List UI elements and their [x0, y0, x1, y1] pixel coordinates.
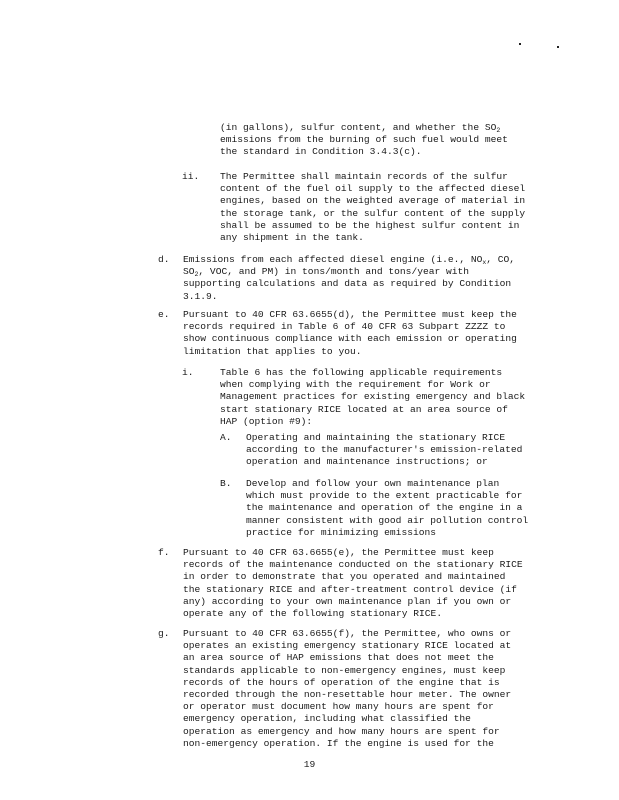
list-marker-A: A.: [220, 432, 232, 443]
text-line: operation as emergency and how many hours are spent for: [183, 725, 500, 737]
list-marker-ii: ii.: [182, 171, 200, 182]
subscript: 2: [496, 127, 501, 134]
text-line: Operating and maintaining the stationary RICE: [246, 432, 506, 443]
text-line: standards applicable to non-emergency engines, must keep: [183, 664, 506, 676]
text-segment: SO: [183, 266, 195, 278]
text-line: shall be assumed to be the highest sulfur content in: [220, 219, 520, 231]
list-marker-B: B.: [220, 478, 232, 489]
paragraph-A: [246, 432, 522, 469]
paragraph-B: [246, 478, 528, 539]
text-line: any shipment in the tank.: [220, 232, 364, 244]
text-line: any) according to your own maintenance plan if you own or: [183, 595, 512, 607]
text-line: emergency operation, including what classified the: [183, 713, 471, 725]
text-line: Develop and follow your own maintenance plan: [246, 478, 500, 489]
text-line: Management practices for existing emergency and black: [220, 391, 526, 403]
text-line: according to the manufacturer's emission-related: [246, 444, 523, 456]
text-line: operation and maintenance instructions; or: [246, 456, 488, 468]
subscript: 2: [194, 271, 199, 279]
text-line: emissions from the burning of such fuel would meet: [220, 134, 508, 146]
text-line: Pursuant to 40 CFR 63.6655(d), the Permittee must keep the: [183, 309, 517, 320]
page-number: 19: [303, 759, 316, 770]
text-line: the maintenance and operation of the engine in a: [246, 502, 523, 514]
text-line: the storage tank, or the sulfur content of the supply: [220, 207, 526, 219]
text-line: records of the maintenance conducted on the stationary RICE: [183, 559, 523, 571]
paragraph-d: [183, 254, 515, 303]
list-marker-f: f.: [158, 547, 170, 558]
list-marker-d: d.: [158, 254, 170, 265]
text-line: The Permittee shall maintain records of the sulfur: [220, 171, 508, 182]
text-line: recorded through the non-resettable hour meter. The owner: [183, 689, 512, 701]
text-line: the standard in Condition 3.4.3(c).: [220, 146, 422, 158]
list-marker-i: i.: [182, 367, 194, 378]
text-line: records required in Table 6 of 40 CFR 63 Subpart ZZZZ to: [183, 321, 506, 333]
text-line: manner consistent with good air pollution control: [246, 514, 529, 526]
text-line: non-emergency operation. If the engine is used for the: [183, 737, 494, 749]
text-line: Pursuant to 40 CFR 63.6655(f), the Permittee, who owns or: [183, 628, 512, 639]
text-line: content of the fuel oil supply to the affected diesel: [220, 183, 526, 195]
scan-speck: [557, 46, 559, 48]
list-marker-g: g.: [158, 628, 170, 639]
text-segment: Emissions from each affected diesel engine (i.e., NO: [183, 254, 483, 265]
text-line: an area source of HAP emissions that does not meet the: [183, 652, 494, 664]
text-line: show continuous compliance with each emission or operating: [183, 333, 517, 345]
text-line: operate any of the following stationary RICE.: [183, 608, 443, 620]
text-line: practice for minimizing emissions: [246, 526, 436, 538]
text-line: engines, based on the weighted average of material in: [220, 195, 526, 207]
text-line: 3.1.9.: [183, 290, 218, 302]
text-line: when complying with the requirement for Work or: [220, 379, 491, 391]
text-line: or operator must document how many hours are spent for: [183, 701, 494, 713]
text-segment: , VOC, and PM) in tons/month and tons/year with: [198, 266, 470, 278]
text-line: which must provide to the extent practicable for: [246, 490, 523, 502]
scan-speck: [519, 43, 521, 45]
paragraph-g: [183, 628, 511, 750]
text-line: the stationary RICE and after-treatment control device (if: [183, 583, 517, 595]
text-line: limitation that applies to you.: [183, 345, 362, 357]
text-segment: , CO,: [486, 254, 516, 265]
text-line: HAP (option #9):: [220, 415, 313, 427]
paragraph-ii: [220, 171, 525, 244]
paragraph-f: [183, 547, 523, 620]
text-line: (in gallons), sulfur content, and whether the SO: [220, 122, 497, 133]
text-line: Table 6 has the following applicable requirements: [220, 367, 503, 378]
text-line: supporting calculations and data as required by Condition: [183, 278, 512, 290]
text-line: start stationary RICE located at an area source of: [220, 403, 508, 415]
list-marker-e: e.: [158, 309, 170, 320]
continuation-paragraph: [220, 122, 508, 159]
text-line: Pursuant to 40 CFR 63.6655(e), the Permittee must keep: [183, 547, 494, 558]
text-line: records of the hours of operation of the engine that is: [183, 676, 500, 688]
text-line: in order to demonstrate that you operated and maintained: [183, 571, 506, 583]
paragraph-e-i: [220, 367, 525, 428]
paragraph-e: [183, 309, 517, 358]
subscript: x: [482, 259, 487, 266]
text-line: operates an existing emergency stationary RICE located at: [183, 640, 512, 652]
